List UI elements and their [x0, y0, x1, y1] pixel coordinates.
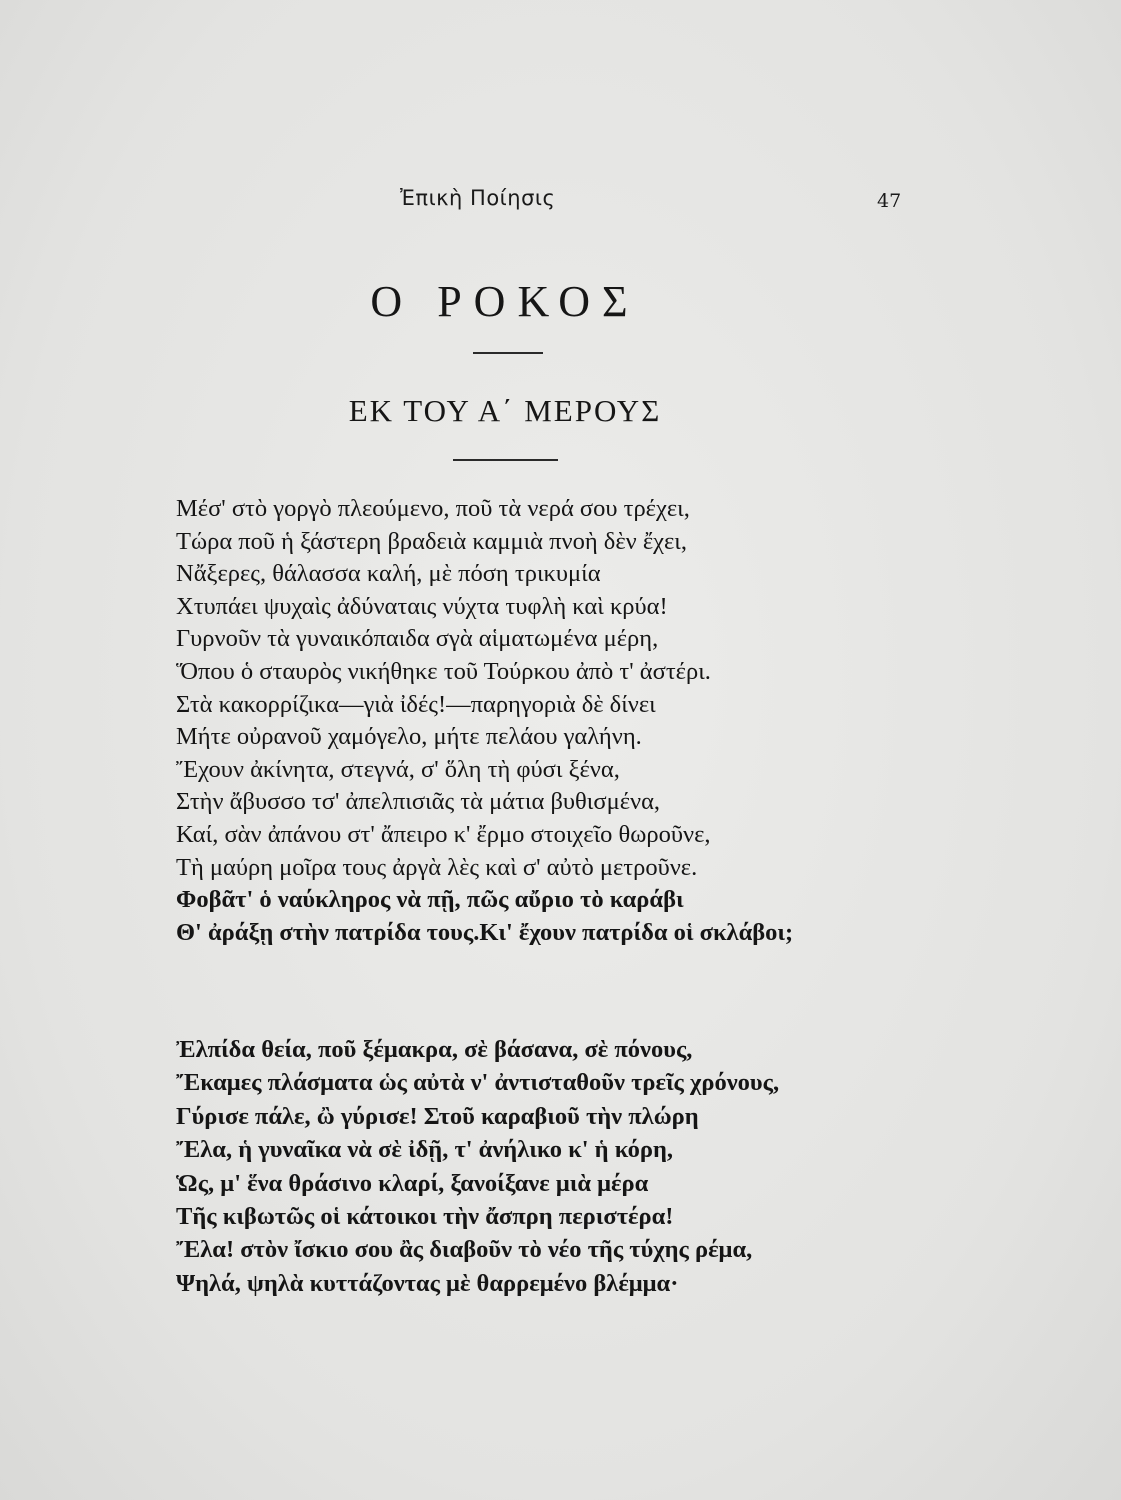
verse-line: Ἐλπίδα θεία, ποῦ ξέμακρα, σὲ βάσανα, σὲ πόνους,	[176, 1036, 693, 1063]
subtitle-divider	[453, 459, 558, 461]
verse-line: Ψηλά, ψηλὰ κυττάζοντας μὲ θαρρεμένο βλέμμα·	[176, 1269, 679, 1297]
verse-line: Φοβᾶτ' ὁ ναύκληρος νὰ πῇ, πῶς αὔριο τὸ καράβι	[176, 886, 684, 914]
verse-line: Ὅπου ὁ σταυρὸς νικήθηκε τοῦ Τούρκου ἀπὸ τ' ἀστέρι.	[176, 657, 711, 685]
poem-subtitle: ΕΚ ΤΟΥ Α΄ ΜΕΡΟΥΣ	[348, 393, 662, 428]
verse-line: Ἔχουν ἀκίνητα, στεγνά, σ' ὅλη τὴ φύσι ξένα,	[176, 755, 620, 783]
verse-line: Γυρνοῦν τὰ γυναικόπαιδα σγὰ αἱματωμένα μέρη,	[176, 625, 659, 653]
verse-line: Μήτε οὐρανοῦ χαμόγελο, μήτε πελάου γαλήνη.	[176, 723, 642, 751]
verse-line: Μέσ' στὸ γοργὸ πλεούμενο, ποῦ τὰ νερά σου τρέχει,	[176, 495, 690, 522]
title-divider	[473, 352, 543, 354]
verse-line: Ἔκαμες πλάσματα ὡς αὐτὰ ν' ἀντισταθοῦν τρεῖς χρόνους,	[176, 1069, 780, 1097]
verse-line: Ἔλα! στὸν ἴσκιο σου ἂς διαβοῦν τὸ νέο τῆς τύχης ρέμα,	[176, 1236, 753, 1264]
verse-line: Γύρισε πάλε, ὢ γύρισε! Στοῦ καραβιοῦ τὴν πλώρη	[176, 1102, 699, 1130]
stanza-1	[176, 493, 916, 949]
verse-line: Καί, σὰν ἀπάνου στ' ἄπειρο κ' ἔρμο στοιχεῖο θωροῦνε,	[176, 820, 711, 848]
verse-line: Στὰ κακορρίζικα—γιὰ ἰδές!—παρηγοριὰ δὲ δίνει	[176, 690, 656, 718]
poem-title: Ο ΡΟΚΟΣ	[370, 277, 640, 326]
verse-line: Στὴν ἄβυσσο τσ' ἀπελπισιᾶς τὰ μάτια βυθισμένα,	[176, 788, 661, 816]
stanza-2	[176, 1033, 916, 1300]
verse-line: Ἔλα, ἡ γυναῖκα νὰ σὲ ἰδῇ, τ' ἀνήλικο κ' ἡ κόρη,	[176, 1136, 673, 1164]
verse-line: Τώρα ποῦ ἡ ξάστερη βραδειὰ καμμιὰ πνοὴ δὲν ἔχει,	[176, 527, 687, 555]
verse-line: Θ' ἀράξῃ στὴν πατρίδα τους.Κι' ἔχουν πατρίδα οἱ σκλάβοι;	[176, 918, 794, 946]
running-head-title: Ἐπικὴ Ποίησις	[400, 186, 556, 210]
verse-line: Ὡς, μ' ἕνα θράσινο κλαρί, ξανοίξανε μιὰ μέρα	[176, 1169, 649, 1197]
verse-line: Νἄξερες, θάλασσα καλή, μὲ πόση τρικυμία	[176, 560, 601, 588]
verse-line: Τὴ μαύρη μοῖρα τους ἀργὰ λὲς καὶ σ' αὐτὸ μετροῦνε.	[176, 853, 698, 881]
verse-line: Χτυπάει ψυχαὶς ἀδύναταις νύχτα τυφλὴ καὶ κρύα!	[176, 592, 668, 620]
page-number: 47	[877, 190, 902, 212]
verse-line: Τῆς κιβωτῶς οἱ κάτοικοι τὴν ἄσπρη περιστέρα!	[176, 1203, 674, 1231]
